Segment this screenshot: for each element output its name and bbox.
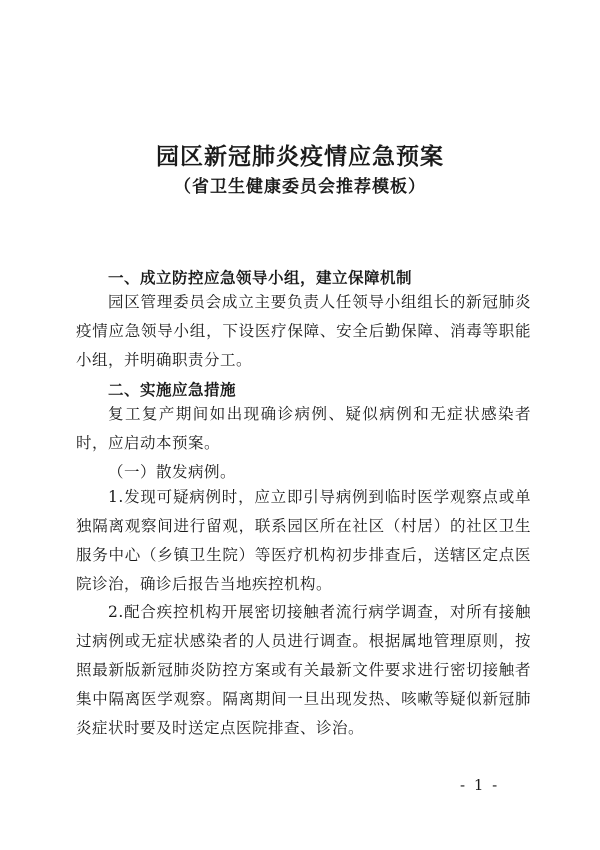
section2-paragraph: 复工复产期间如出现确诊病例、疑似病例和无症状感染者时，应启动本预案。 bbox=[76, 405, 531, 452]
section2-heading: 二、实施应急措施 bbox=[108, 381, 237, 399]
section1-heading: 一、成立防控应急领导小组，建立保障机制 bbox=[108, 269, 413, 287]
page-number: - 1 - bbox=[460, 776, 500, 794]
document-subtitle: （省卫生健康委员会推荐模板） bbox=[174, 177, 426, 197]
section2-subheading: （一）散发病例。 bbox=[108, 463, 237, 481]
section1-paragraph: 园区管理委员会成立主要负责人任领导小组组长的新冠肺炎疫情应急领导小组，下设医疗保障、安全后勤保障、消毒等职能小组，并明确职责分工。 bbox=[76, 293, 531, 369]
document-title: 园区新冠肺炎疫情应急预案 bbox=[156, 143, 444, 170]
section2-item-2: 2.配合疾控机构开展密切接触者流行病学调查，对所有接触过病例或无症状感染者的人员进行调查。根据属地管理原则，按照最新版新冠肺炎防控方案或有关最新文件要求进行密切接触者集中隔离医学观察。隔离期间一旦出现发热、咳嗽等疑似新冠肺炎症状时要及时送定点医院排查、诊治。 bbox=[76, 603, 531, 737]
section2-item-1: 1.发现可疑病例时，应立即引导病例到临时医学观察点或单独隔离观察间进行留观，联系园区所在社区（村居）的社区卫生服务中心（乡镇卫生院）等医疗机构初步排查后，送辖区定点医院诊治，确诊后报告当地疾控机构。 bbox=[76, 488, 531, 593]
